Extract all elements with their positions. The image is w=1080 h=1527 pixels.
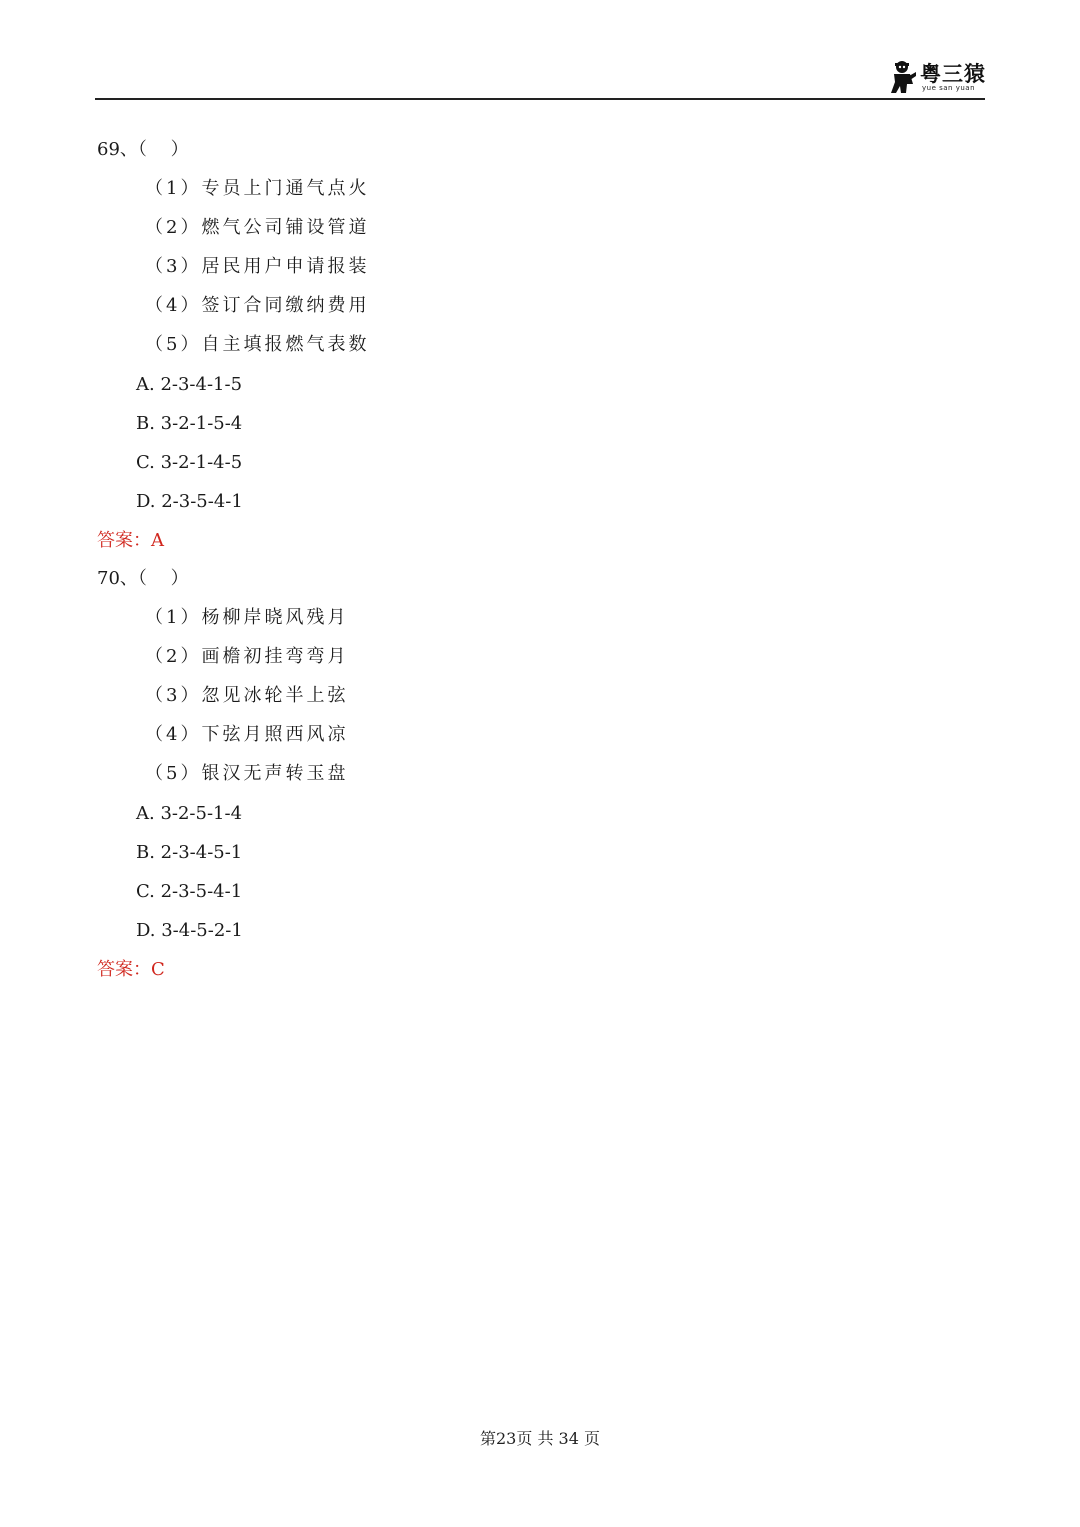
brand-name: 粤三猿	[920, 62, 986, 86]
question-number: 70、（ ）	[97, 568, 189, 589]
brand-logo	[889, 58, 985, 94]
list-item: （1）专员上门通气点火	[145, 178, 370, 199]
list-item: （5）银汉无声转玉盘	[145, 763, 349, 784]
monkey-logo-icon	[889, 60, 917, 94]
list-item: （4）签订合同缴纳费用	[145, 295, 370, 316]
answer-option: A. 2-3-4-1-5	[136, 374, 243, 395]
answer-option: C. 3-2-1-4-5	[136, 452, 243, 473]
answer-option: D. 3-4-5-2-1	[136, 920, 243, 941]
answer-key: 答案：C	[97, 959, 165, 980]
list-item: （2）画檐初挂弯弯月	[145, 646, 349, 667]
answer-option: D. 2-3-5-4-1	[136, 491, 243, 512]
header-divider	[95, 98, 985, 100]
answer-option: B. 3-2-1-5-4	[136, 413, 243, 434]
list-item: （1）杨柳岸晓风残月	[145, 607, 349, 628]
list-item: （3）忽见冰轮半上弦	[145, 685, 349, 706]
list-item: （2）燃气公司铺设管道	[145, 217, 370, 238]
answer-option: A. 3-2-5-1-4	[136, 803, 243, 824]
page-number: 第23页 共 34 页	[480, 1429, 600, 1448]
brand-pinyin: yue san yuan	[922, 84, 976, 92]
question-number: 69、（ ）	[97, 139, 189, 160]
answer-option: B. 2-3-4-5-1	[136, 842, 243, 863]
list-item: （3）居民用户申请报装	[145, 256, 370, 277]
answer-option: C. 2-3-5-4-1	[136, 881, 243, 902]
list-item: （5）自主填报燃气表数	[145, 334, 370, 355]
answer-key: 答案：A	[97, 530, 164, 551]
list-item: （4）下弦月照西风凉	[145, 724, 349, 745]
